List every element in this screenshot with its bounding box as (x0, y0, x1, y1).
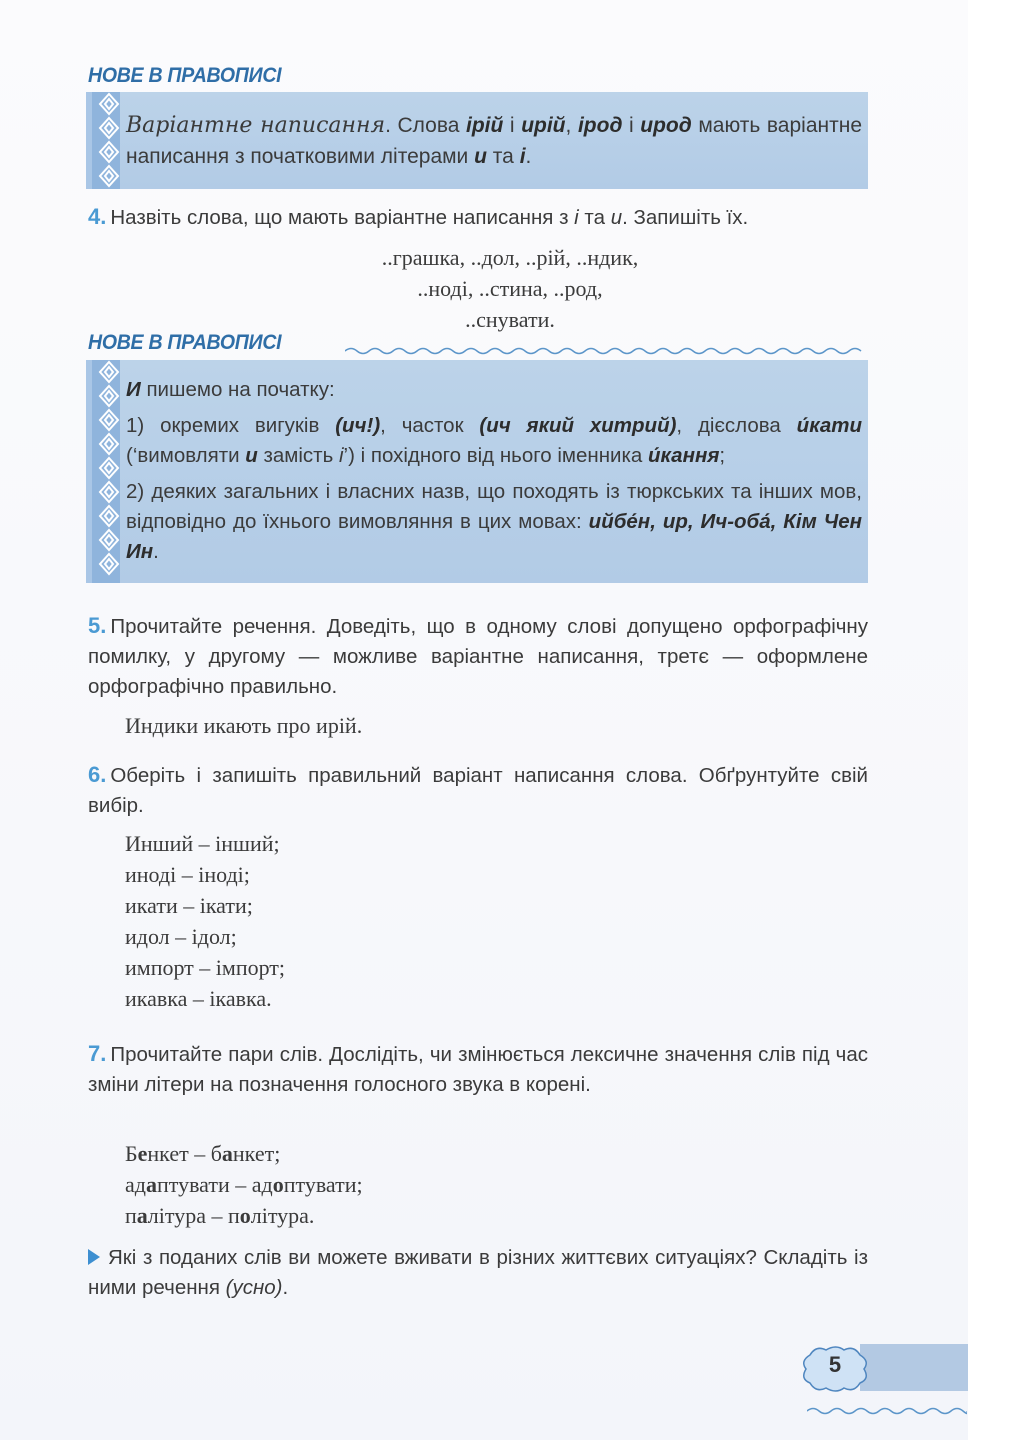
task-7-pairs (125, 1138, 363, 1231)
section-heading-new-in-spelling-2: НОВЕ В ПРАВОПИСІ (88, 331, 282, 354)
section-heading-new-in-spelling: НОВЕ В ПРАВОПИСІ (88, 64, 282, 87)
task-number: 5. (88, 613, 107, 638)
rule-box-initial-y (86, 360, 868, 583)
task-7: 7. Прочитайте пари слів. Дослідіть, чи змінюється лексичне значення слів під час зміни літери на позначення голосного звука в корені. (88, 1041, 868, 1096)
task-6-pairs (125, 828, 285, 1014)
rule-box-variant-spelling (86, 92, 868, 189)
task-number: 6. (88, 762, 107, 787)
task-5: 5. Прочитайте речення. Доведіть, що в одному слові допущено орфографічну помилку, у другому — можливе варіантне написання, третє — оформлене орфографічно правильно. (88, 613, 868, 698)
rule-text: И пишемо на початку: 1) окремих вигуків (ич!), часток (ич який хитрий), дієслова и́кати (‘вимовляти и замість і’) і похідного від нього іменника и́кання; 2) деяких загальних і власних назв, що походять із тюркських та інших мов, відповідно до їхнього вимовляння в цих мовах: ийбе́н, ир, Ич-оба́, Кім Чен Ин. (126, 378, 862, 563)
rule-title: Варіантне написання (126, 113, 386, 138)
task-4: 4. Назвіть слова, що мають варіантне написання з і та и. Запишіть їх. (88, 204, 749, 229)
task-6: 6. Оберіть і запишіть правильний варіант написання слова. Обґрунтуйте свій вибір. (88, 762, 868, 817)
task-4-words: ..грашка, ..дол, ..рій, ..ндик, ..ноді, ..стина, ..род, ..снувати. (381, 245, 639, 332)
page-number: 5 (828, 1352, 842, 1377)
page-margin (968, 0, 1035, 1440)
wavy-divider-icon (807, 1406, 967, 1416)
list-item: идол – ідол; (125, 924, 237, 949)
page-number-band (860, 1344, 968, 1391)
list-item: адаптувати – адоптувати; (125, 1172, 363, 1197)
play-arrow-icon (88, 1249, 100, 1265)
list-item: импорт – імпорт; (125, 955, 286, 980)
task-7-followup: Які з поданих слів ви можете вживати в різних життєвих ситуаціях? Складіть із ними речення (усно). (88, 1246, 868, 1299)
wavy-divider-icon (345, 346, 867, 356)
list-item: иноді – іноді; (125, 862, 250, 887)
task-5-sentence: Индики икають про ирій. (125, 713, 363, 738)
list-item: палітура – політура. (125, 1203, 315, 1228)
list-item: Инший – інший; (125, 831, 280, 856)
list-item: Бенкет – банкет; (125, 1141, 281, 1166)
list-item: икавка – ікавка. (125, 986, 272, 1011)
ornament-strip-icon (86, 360, 120, 583)
ornament-strip-icon (86, 92, 120, 189)
rule-text: Варіантне написання. Слова ірій і ирій, ірод і ирод мають варіантне написання з початковими літерами и та і. (126, 113, 863, 168)
task-number: 4. (88, 204, 107, 229)
task-number: 7. (88, 1041, 107, 1066)
list-item: икати – ікати; (125, 893, 253, 918)
